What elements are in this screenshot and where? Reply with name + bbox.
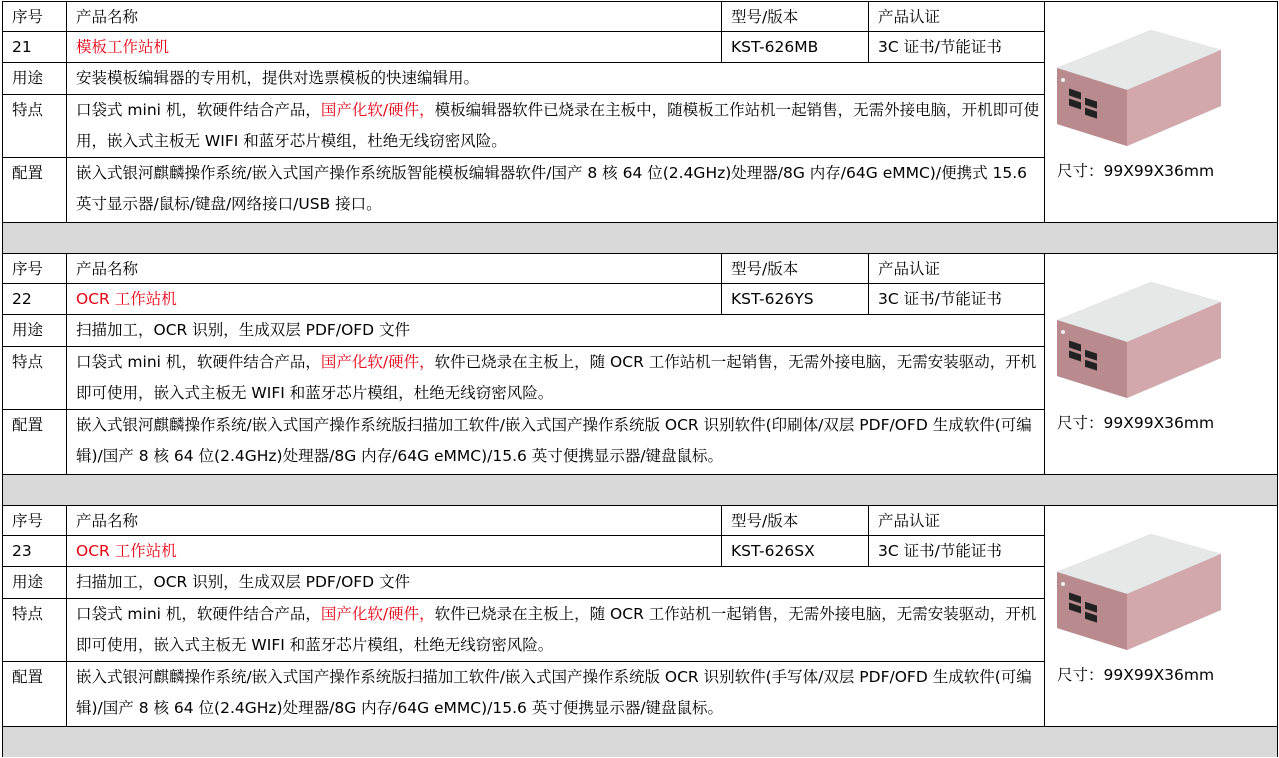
usage-value: 扫描加工，OCR 识别，生成双层 PDF/OFD 文件 xyxy=(66,314,1045,347)
cert-header: 产品认证 xyxy=(868,253,1045,284)
separator-row xyxy=(2,223,1278,253)
features-highlight: 国产化软/硬件， xyxy=(320,101,435,119)
usage-label: 用途 xyxy=(2,566,67,599)
mini-pc-image xyxy=(1055,28,1223,148)
config-value: 嵌入式银河麒麟操作系统/嵌入式国产操作系统版扫描加工软件/嵌入式国产操作系统版 OCR 识别软件(手写体/双层 PDF/OFD 生成软件(可编辑)/国产 8 核 64 位(2.4GHz)处理器/8G 内存/64G eMMC)/15.6 英寸便携显示器/键盘鼠标。 xyxy=(66,661,1045,727)
seq-value: 21 xyxy=(2,31,67,63)
name-header: 产品名称 xyxy=(66,1,722,32)
cert-value: 3C 证书/节能证书 xyxy=(868,535,1045,567)
product-image-cell xyxy=(1044,505,1278,727)
features-text: 口袋式 mini 机，软硬件结合产品， xyxy=(76,605,321,623)
seq-header: 序号 xyxy=(2,1,67,32)
features-label: 特点 xyxy=(2,94,67,158)
model-value: KST-626SX xyxy=(721,535,869,567)
features-value xyxy=(66,598,1045,662)
model-header: 型号/版本 xyxy=(721,505,869,536)
features-text-rest: 软件已烧录在主板上，随 OCR 工作站机一起销售，无需外接电脑，无需安装驱动，开机即可使用，嵌入式主板无 WIFI 和蓝牙芯片模组，杜绝无线窃密风险。 xyxy=(76,605,1037,654)
usage-value: 扫描加工，OCR 识别，生成双层 PDF/OFD 文件 xyxy=(66,566,1045,599)
cert-header: 产品认证 xyxy=(868,1,1045,32)
product-image-cell xyxy=(1044,1,1278,223)
product-name: OCR 工作站机 xyxy=(66,283,722,315)
config-value: 嵌入式银河麒麟操作系统/嵌入式国产操作系统版智能模板编辑器软件/国产 8 核 64 位(2.4GHz)处理器/8G 内存/64G eMMC)/便携式 15.6 英寸显示器/鼠标/键盘/网络接口/USB 接口。 xyxy=(66,157,1045,223)
seq-value: 23 xyxy=(2,535,67,567)
product-sheet xyxy=(2,1,1278,757)
product-name: 模板工作站机 xyxy=(66,31,722,63)
size-label: 尺寸：99X99X36mm xyxy=(1057,414,1215,432)
features-text-rest: 模板编辑器软件已烧录在主板中，随模板工作站机一起销售，无需外接电脑，开机即可使用，嵌入式主板无 WIFI 和蓝牙芯片模组，杜绝无线窃密风险。 xyxy=(76,101,1040,150)
config-label: 配置 xyxy=(2,157,67,223)
mini-pc-image xyxy=(1055,280,1223,400)
cert-header: 产品认证 xyxy=(868,505,1045,536)
separator-row xyxy=(2,727,1278,757)
features-text: 口袋式 mini 机，软硬件结合产品， xyxy=(76,353,321,371)
config-label: 配置 xyxy=(2,409,67,475)
features-text: 口袋式 mini 机，软硬件结合产品， xyxy=(76,101,321,119)
product-name: OCR 工作站机 xyxy=(66,535,722,567)
features-highlight: 国产化软/硬件， xyxy=(320,605,435,623)
cert-value: 3C 证书/节能证书 xyxy=(868,31,1045,63)
product-image-cell xyxy=(1044,253,1278,475)
features-label: 特点 xyxy=(2,346,67,410)
config-label: 配置 xyxy=(2,661,67,727)
features-value xyxy=(66,94,1045,158)
model-header: 型号/版本 xyxy=(721,253,869,284)
features-highlight: 国产化软/硬件， xyxy=(320,353,435,371)
config-value: 嵌入式银河麒麟操作系统/嵌入式国产操作系统版扫描加工软件/嵌入式国产操作系统版 OCR 识别软件(印刷体/双层 PDF/OFD 生成软件(可编辑)/国产 8 核 64 位(2.4GHz)处理器/8G 内存/64G eMMC)/15.6 英寸便携显示器/键盘鼠标。 xyxy=(66,409,1045,475)
mini-pc-image xyxy=(1055,532,1223,652)
seq-value: 22 xyxy=(2,283,67,315)
separator-row xyxy=(2,475,1278,505)
size-label: 尺寸：99X99X36mm xyxy=(1057,162,1215,180)
usage-value: 安装模板编辑器的专用机，提供对选票模板的快速编辑用。 xyxy=(66,62,1045,95)
seq-header: 序号 xyxy=(2,505,67,536)
usage-label: 用途 xyxy=(2,314,67,347)
product-block xyxy=(2,505,1278,727)
model-header: 型号/版本 xyxy=(721,1,869,32)
size-label: 尺寸：99X99X36mm xyxy=(1057,666,1215,684)
name-header: 产品名称 xyxy=(66,253,722,284)
seq-header: 序号 xyxy=(2,253,67,284)
features-label: 特点 xyxy=(2,598,67,662)
product-block xyxy=(2,253,1278,475)
usage-label: 用途 xyxy=(2,62,67,95)
product-block xyxy=(2,1,1278,223)
cert-value: 3C 证书/节能证书 xyxy=(868,283,1045,315)
model-value: KST-626MB xyxy=(721,31,869,63)
features-value xyxy=(66,346,1045,410)
model-value: KST-626YS xyxy=(721,283,869,315)
name-header: 产品名称 xyxy=(66,505,722,536)
features-text-rest: 软件已烧录在主板上，随 OCR 工作站机一起销售，无需外接电脑，无需安装驱动，开机即可使用，嵌入式主板无 WIFI 和蓝牙芯片模组，杜绝无线窃密风险。 xyxy=(76,353,1037,402)
